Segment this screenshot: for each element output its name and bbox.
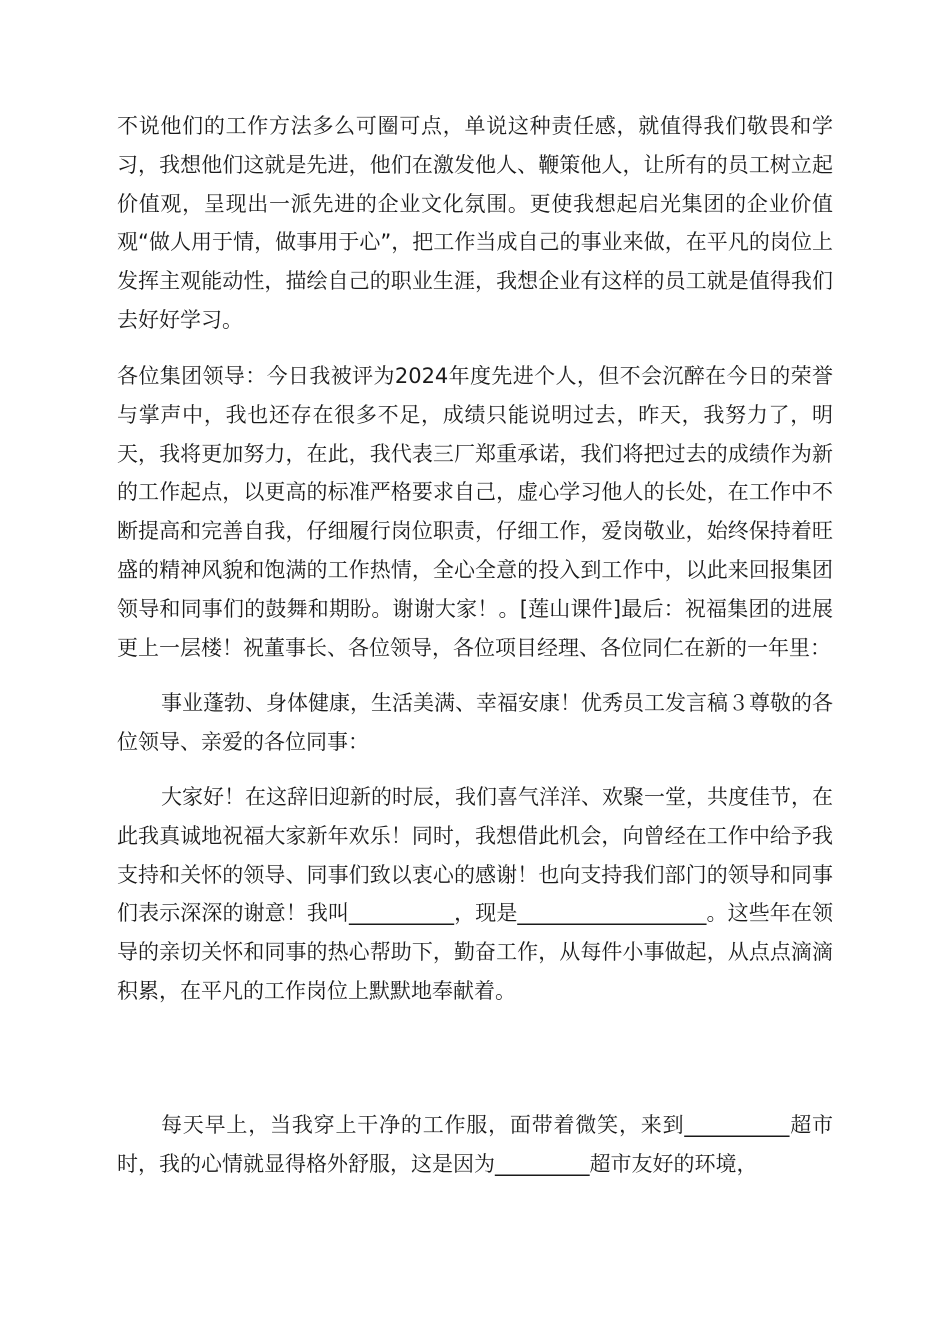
paragraph-daily-routine: 每天早上，当我穿上干净的工作服，面带着微笑，来到__________超市时，我的心情就显得格外舒服，这是因为_________超市友好的环境，: [117, 1113, 833, 1176]
paragraph-spacer: [117, 340, 833, 357]
paragraph-greeting: 大家好！在这辞旧迎新的时辰，我们喜气洋洋、欢聚一堂，共度佳节，在此我真诚地祝福大家新年欢乐！同时，我想借此机会，向曾经在工作中给予我支持和关怀的领导、同事们致以衷心的感谢！也向支持我们部门的领导和同事们表示深深的谢意！我叫__________，现是__________________。这些年在领导的亲切关怀和同事的热心帮助下，勤奋工作，从每件小事做起，从点点滴滴积累，在平凡的工作岗位上默默地奉献着。: [117, 785, 833, 1003]
paragraph-spacer: [117, 1089, 833, 1106]
paragraph-wishes: 事业蓬勃、身体健康，生活美满、幸福安康！优秀员工发言稿３尊敬的各位领导、亲爱的各位同事：: [117, 691, 833, 754]
paragraph-leaders-address: 各位集团领导：今日我被评为2024年度先进个人，但不会沉醉在今日的荣誉与掌声中，我也还存在很多不足，成绩只能说明过去，昨天，我努力了，明天，我将更加努力，在此，我代表三厂郑重承诺，我们将把过去的成绩作为新的工作起点，以更高的标准严格要求自己，虚心学习他人的长处，在工作中不断提高和完善自我，仔细履行岗位职责，仔细工作，爱岗敬业，始终保持着旺盛的精神风貌和饱满的工作热情，全心全意的投入到工作中，以此来回报集团领导和同事们的鼓舞和期盼。谢谢大家！。[莲山课件]最后：祝福集团的进展更上一层楼！祝董事长、各位领导，各位项目经理、各位同仁在新的一年里：: [117, 364, 833, 660]
document-page: [117, 107, 833, 1184]
paragraph-spacer: [117, 761, 833, 778]
paragraph-spacer: [117, 667, 833, 684]
paragraph-responsibility: 不说他们的工作方法多么可圈可点，单说这种责任感，就值得我们敬畏和学习，我想他们这就是先进，他们在激发他人、鞭策他人，让所有的员工树立起价值观，呈现出一派先进的企业文化氛围。更使我想起启光集团的企业价值观“做人用于情，做事用于心”，把工作当成自己的事业来做，在平凡的岗位上发挥主观能动性，描绘自己的职业生涯，我想企业有这样的员工就是值得我们去好好学习。: [117, 114, 833, 332]
